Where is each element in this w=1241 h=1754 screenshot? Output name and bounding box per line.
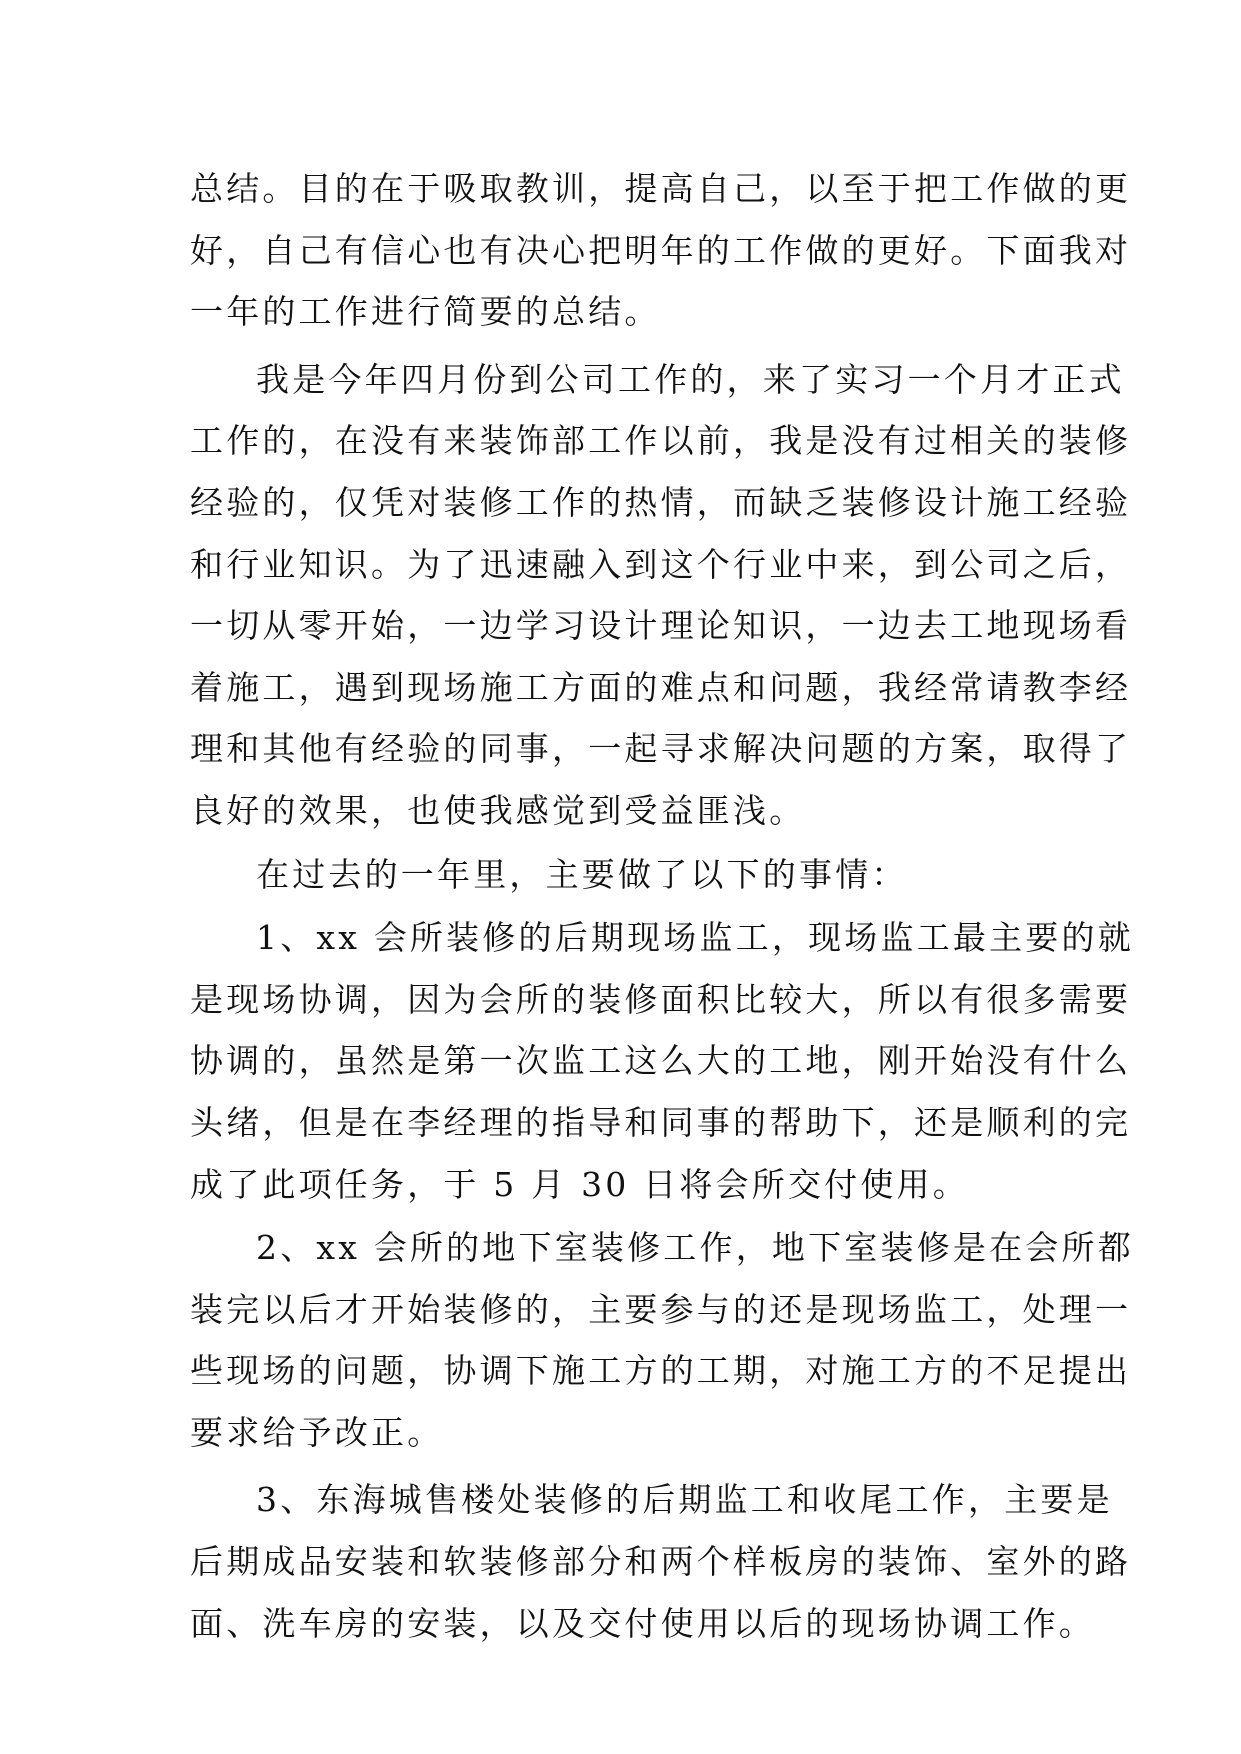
paragraph-summary-intro [190,158,1132,343]
text-line: 装完以后才开始装修的，主要参与的还是现场监工，处理一 [190,1289,1132,1329]
text-line: 一切从零开始，一边学习设计理论知识，一边去工地现场看 [190,606,1132,646]
text-line: 好，自己有信心也有决心把明年的工作做的更好。下面我对 [190,230,1132,270]
text-line: 理和其他有经验的同事，一起寻求解决问题的方案，取得了 [190,729,1132,769]
text-line: 着施工，遇到现场施工方面的难点和问题，我经常请教李经 [190,667,1132,707]
text-line: 在过去的一年里，主要做了以下的事情： [256,854,908,894]
text-line: 我是今年四月份到公司工作的，来了实习一个月才正式 [256,359,1125,399]
paragraph-item-2 [190,1217,1134,1463]
text-line: 面、洗车房的安装，以及交付使用以后的现场协调工作。 [190,1603,1095,1643]
text-line: 总结。目的在于吸取教训，提高自己，以至于把工作做的更 [190,169,1132,208]
text-line: 2、xx 会所的地下室装修工作，地下室装修是在会所都 [256,1228,1134,1268]
text-line: 工作的，在没有来装饰部工作以前，我是没有过相关的装修 [190,421,1132,461]
document-body [190,158,1134,1654]
text-line: 3、东海城售楼处装修的后期监工和收尾工作，主要是 [256,1480,1113,1520]
paragraph-item-3 [190,1469,1132,1654]
paragraph-item-1 [190,907,1134,1215]
text-line: 是现场协调，因为会所的装修面积比较大，所以有很多需要 [190,979,1132,1019]
text-line: 经验的，仅凭对装修工作的热情，而缺乏装修设计施工经验 [190,482,1132,522]
paragraph-background [190,349,1132,842]
text-line: 成了此项任务，于 5 月 30 日将会所交付使用。 [190,1164,969,1204]
text-line: 和行业知识。为了迅速融入到这个行业中来，到公司之后， [190,544,1132,584]
text-line: 后期成品安装和软装修部分和两个样板房的装饰、室外的路 [190,1542,1132,1582]
text-line: 头绪，但是在李经理的指导和同事的帮助下，还是顺利的完 [190,1102,1132,1142]
text-line: 要求给予改正。 [190,1412,444,1452]
text-line: 1、xx 会所装修的后期现场监工，现场监工最主要的就 [256,918,1134,958]
text-line: 一年的工作进行简要的总结。 [190,292,661,332]
paragraph-list-intro [190,844,1052,906]
text-line: 良好的效果，也使我感觉到受益匪浅。 [190,790,806,830]
text-line: 协调的，虽然是第一次监工这么大的工地，刚开始没有什么 [190,1041,1132,1081]
text-line: 些现场的问题，协调下施工方的工期，对施工方的不足提出 [190,1351,1132,1391]
